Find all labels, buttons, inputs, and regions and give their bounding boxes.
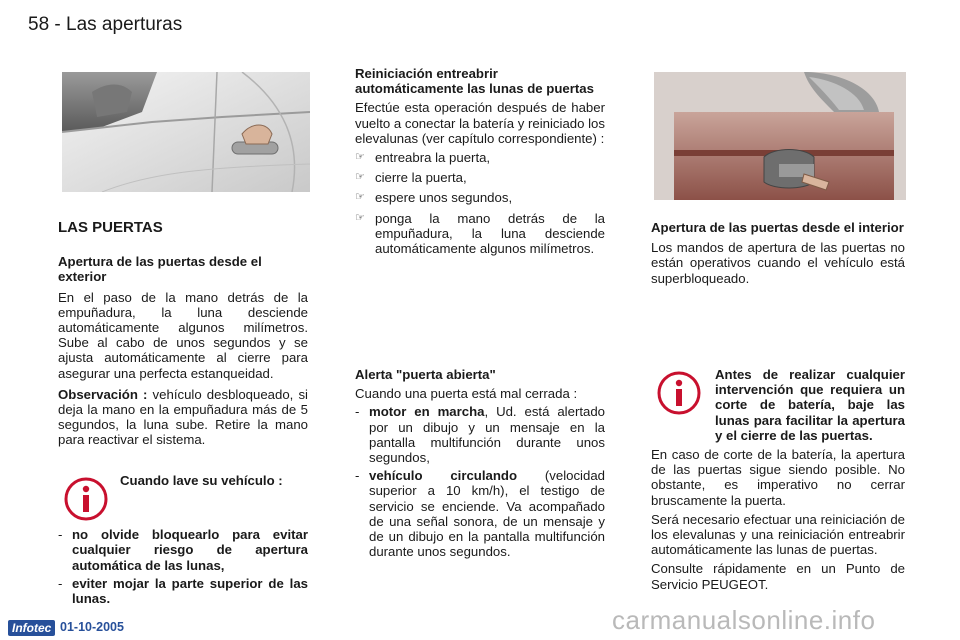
list-item xyxy=(355,150,605,165)
reset-step-1: entreabra la puerta, xyxy=(375,150,491,166)
infotec-logo: Infotec xyxy=(8,620,55,636)
alert-item-1-bold: motor en marcha xyxy=(369,404,485,420)
pointing-hand-icon: ☞ xyxy=(355,151,365,164)
battery-notice: Antes de realizar cualquier intervención que requiera un corte de batería, baje las lunas para facilitar la apertura y el cierre de las puertas. xyxy=(715,367,905,443)
list-item xyxy=(355,211,605,257)
consult-text: Consulte rápidamente en un Punto de Servicio PEUGEOT. xyxy=(651,561,905,592)
interior-opening-heading: Apertura de las puertas desde el interior xyxy=(651,220,904,235)
interior-door-photo xyxy=(654,72,906,200)
observation-label: Observación : xyxy=(58,386,148,402)
pointing-hand-icon: ☞ xyxy=(355,191,365,204)
door-open-alert-text: Cuando una puerta está mal cerrada : xyxy=(355,386,578,402)
right-column-bottom xyxy=(651,367,905,598)
list-item xyxy=(355,190,605,205)
list-item: - motor en marcha, Ud. está alertado por un dibujo y un mensaje en la pantalla multifunción durante unos segundos, xyxy=(355,404,606,466)
interior-opening-text: Los mandos de apertura de las puertas no están operativos cuando el vehículo está superbloqueado. xyxy=(651,240,905,286)
alert-item-2-bold: vehículo circulando xyxy=(369,468,518,484)
exterior-opening-heading: Apertura de las puertas desde el exterior xyxy=(58,254,262,285)
alert-item-2-text: (velocidad superior a 10 km/h), el testigo de servicio se enciende. Va acompañado de una señal sonora, de un mensaje y de un dibujo en la pantalla multifunción durante unos segundos. xyxy=(369,468,605,560)
list-item xyxy=(355,170,605,185)
observation-paragraph xyxy=(58,387,308,448)
reset-required-text: Será necesario efectuar una reiniciación de los elevalunas y una reiniciación entreabrir automáticamente las lunas de puertas. xyxy=(651,511,905,558)
middle-column-top xyxy=(355,66,605,261)
pointing-hand-icon: ☞ xyxy=(355,171,365,184)
watermark: carmanualsonline.info xyxy=(612,605,876,635)
washing-notice-title: Cuando lave su vehículo : xyxy=(120,473,283,488)
reset-step-2: cierre la puerta, xyxy=(375,170,467,186)
door-open-alert-heading: Alerta "puerta abierta" xyxy=(355,367,496,382)
observation-text: vehículo desbloqueado, si deja la mano en la empuñadura más de 5 segundos, la luna sube. Retire la mano para reactivar el sistema. xyxy=(58,386,308,448)
exterior-opening-text: En el paso de la mano detrás de la empuñadura, la luna desciende automáticamente algunos milímetros. Sube al cabo de unos segundos y se ajusta automáticamente al cierre para asegurar una perfecta estanqueidad. xyxy=(58,289,308,381)
section-title: LAS PUERTAS xyxy=(58,219,163,236)
washing-item-2: eviter mojar la parte superior de las lunas. xyxy=(72,575,308,607)
washing-item-1: no olvide bloquearlo para evitar cualquier riesgo de apertura automática de las lunas, xyxy=(72,527,308,573)
list-item: - eviter mojar la parte superior de las lunas. xyxy=(58,575,308,607)
left-column xyxy=(58,220,308,454)
exterior-door-photo xyxy=(62,72,310,192)
list-item: - no olvide bloquearlo para evitar cualquier riesgo de apertura automática de las lunas, xyxy=(58,527,308,573)
reset-text: Efectúe esta operación después de haber vuelto a conectar la batería y reiniciado los elevalunas (ver capítulo correspondiente) : xyxy=(355,100,605,146)
battery-cut-text: En caso de corte de la batería, la apertura de las puertas sigue siendo posible. No obstante, es imperativo no cerrar bruscamente la puerta. xyxy=(651,447,905,508)
right-column-top xyxy=(651,220,905,292)
washing-notice xyxy=(58,473,308,609)
footer-date: 01-10-2005 xyxy=(60,620,124,634)
reset-heading: Reiniciación entreabrir automáticamente las lunas de puertas xyxy=(355,66,594,97)
page-title: 58 - Las aperturas xyxy=(28,14,183,35)
reset-step-3: espere unos segundos, xyxy=(375,190,513,206)
reset-step-4: ponga la mano detrás de la empuñadura, la luna desciende automáticamente algunos milímetros. xyxy=(375,210,605,257)
alert-item-1-text: , Ud. está alertado por un dibujo y un mensaje en la pantalla multifunción durante unos segundos, xyxy=(369,404,606,466)
pointing-hand-icon: ☞ xyxy=(355,211,365,224)
middle-column-bottom xyxy=(355,367,605,562)
list-item: - vehículo circulando (velocidad superior a 10 km/h), el testigo de servicio se enciende. Va acompañado de una señal sonora, de un mensaje y de un dibujo en la pantalla multifunción durante unos segundos. xyxy=(355,468,605,560)
